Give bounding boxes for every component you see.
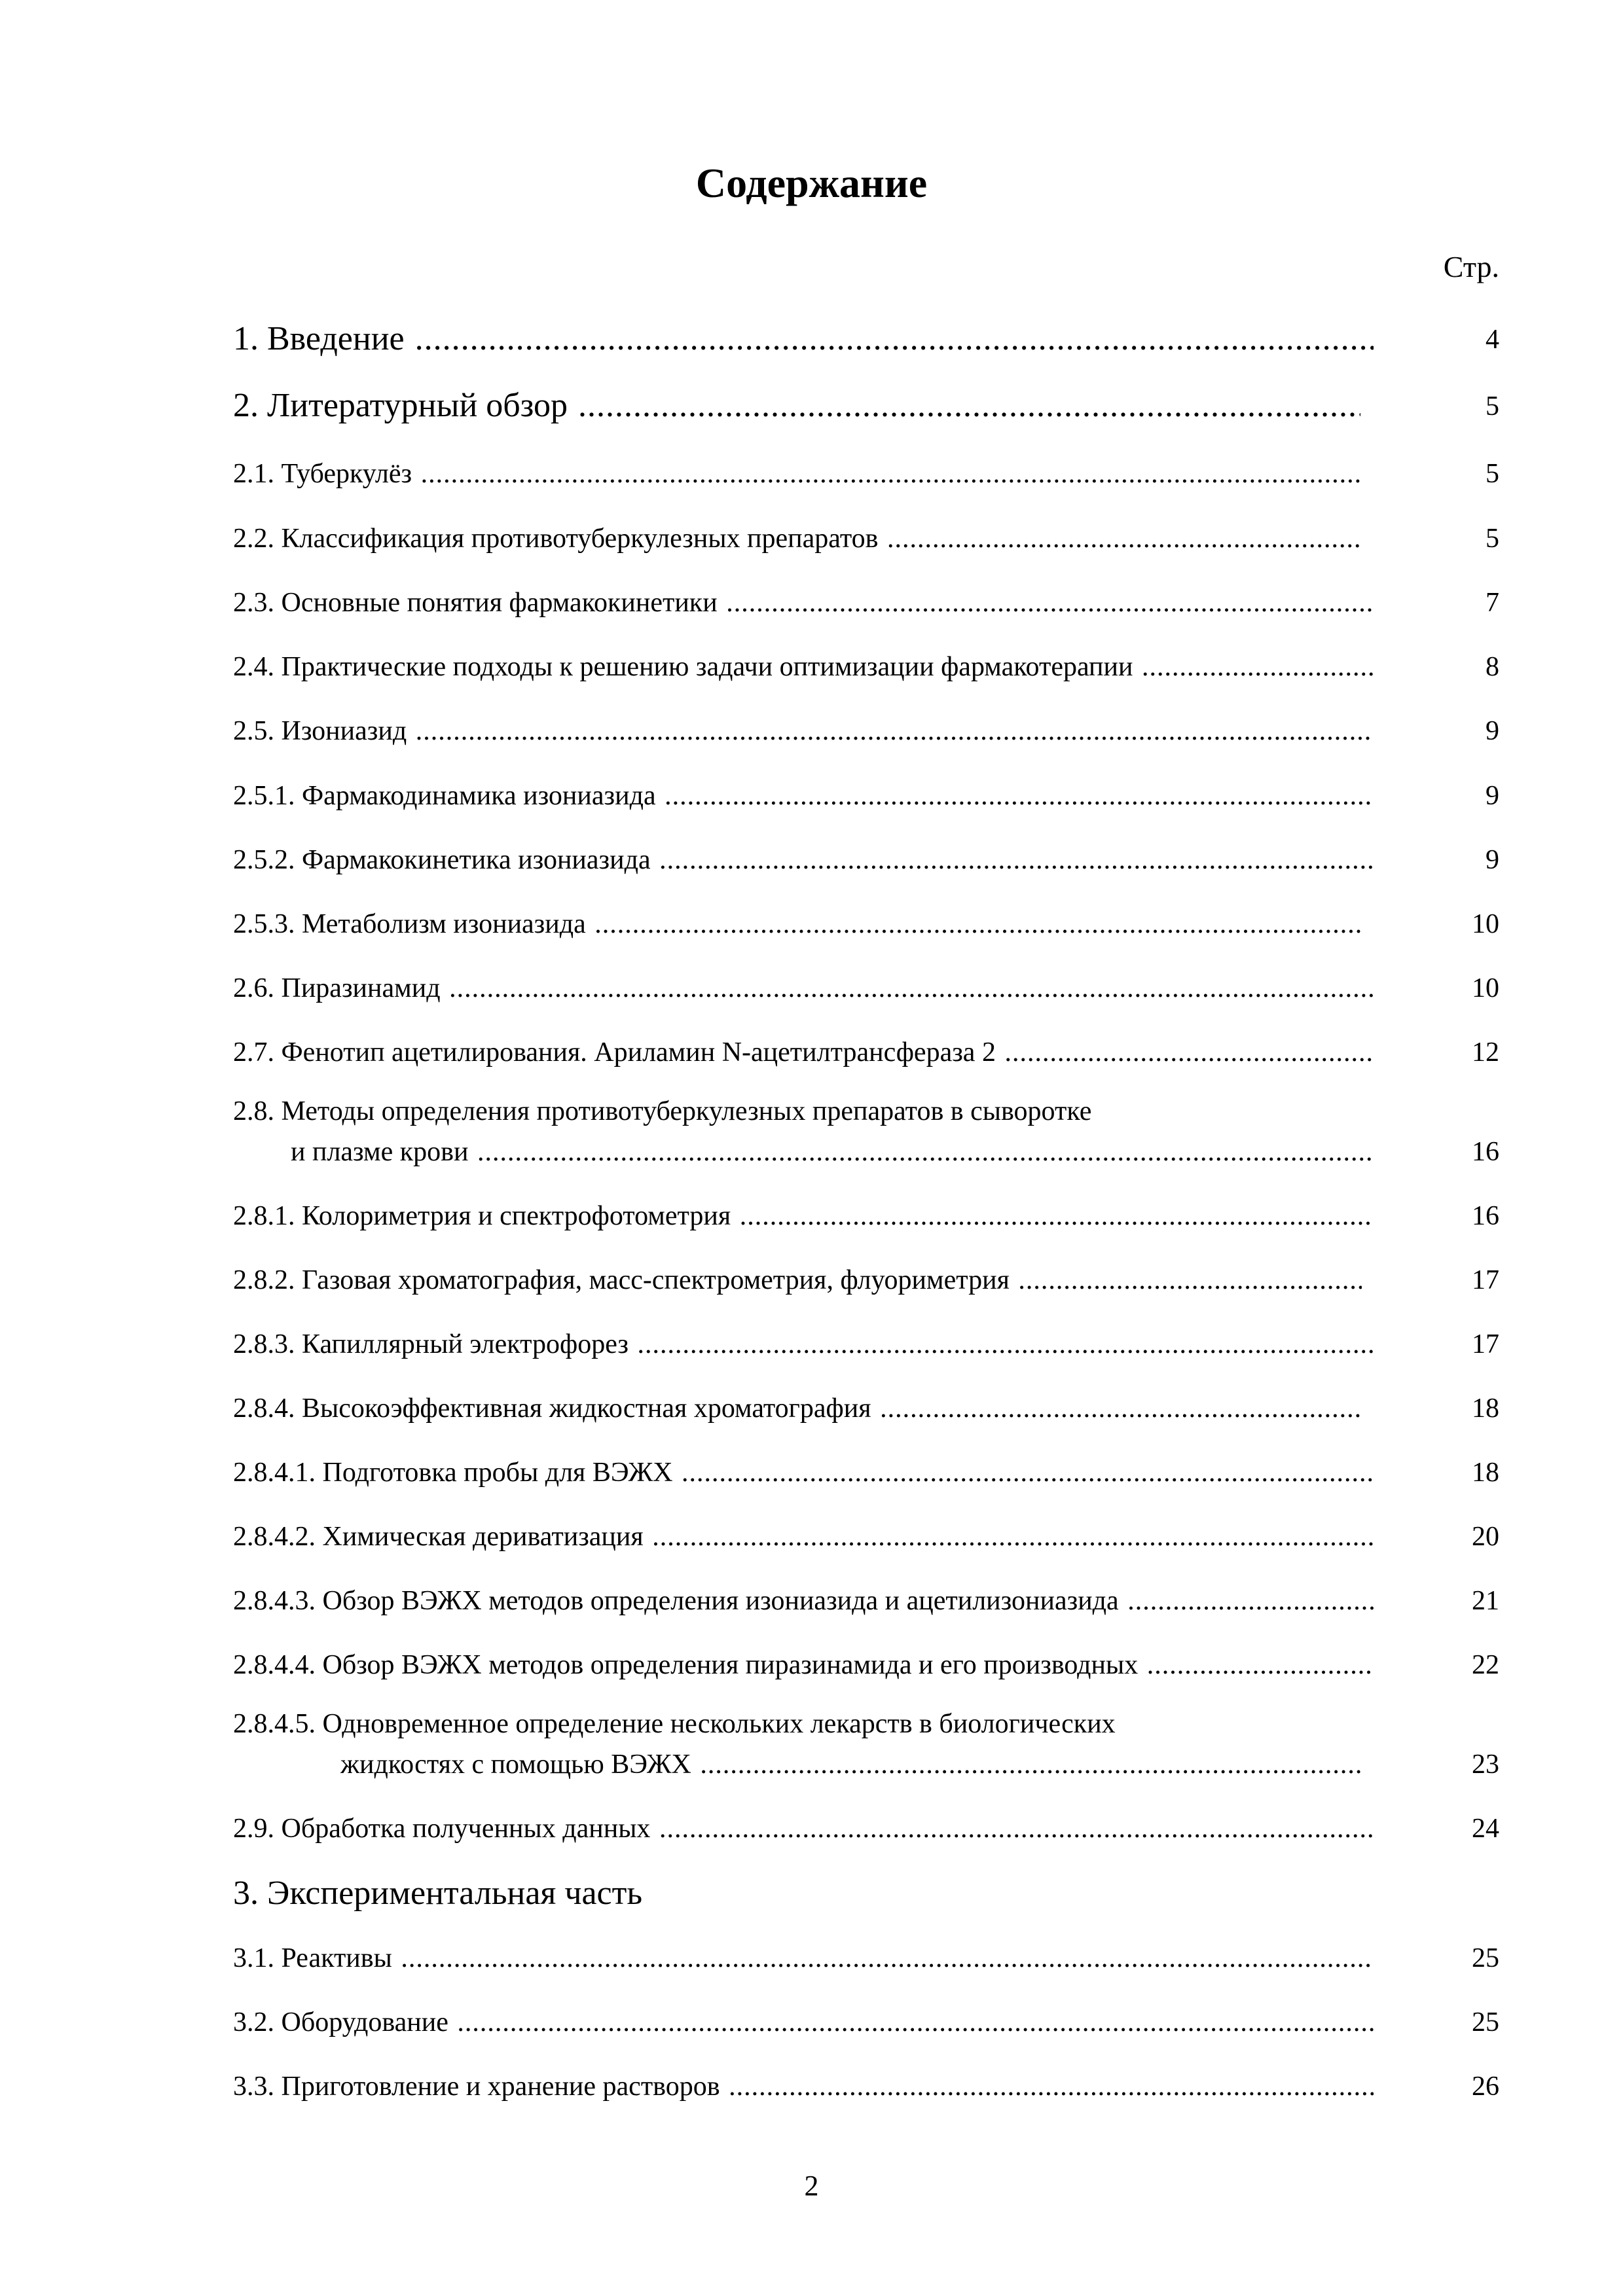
- toc-entry-title: 2.8.1. Колориметрия и спектрофотометрия: [233, 1201, 731, 1231]
- toc-entry-title: 2.4. Практические подходы к решению задачи оптимизации фармакотерапии: [233, 652, 1133, 682]
- toc-entry-page: 9: [1486, 781, 1499, 811]
- toc-entry-title: 2.8. Методы определения противотуберкулезных препаратов в сыворотке: [233, 1096, 1092, 1126]
- toc-entry-title: 2. Литературный обзор: [233, 387, 568, 424]
- toc-entry-page: 5: [1486, 391, 1499, 422]
- toc-entry-title: 2.9. Обработка полученных данных: [233, 1814, 651, 1844]
- toc-entry-page: 10: [1472, 973, 1499, 1003]
- toc-entry-title: 2.8.4.4. Обзор ВЭЖХ методов определения пиразинамида и его производных: [233, 1650, 1139, 1680]
- toc-entry-page: 12: [1472, 1037, 1499, 1067]
- toc-entry-page: 7: [1486, 588, 1499, 618]
- toc-entry-title-continuation: и плазме крови: [291, 1137, 469, 1167]
- page-number: 2: [804, 2170, 819, 2202]
- toc-entry-page: 18: [1472, 1393, 1499, 1424]
- toc-entry-title: 2.8.4.3. Обзор ВЭЖХ методов определения изониазида и ацетилизониазида: [233, 1586, 1119, 1616]
- toc-entry-title: 2.8.4.2. Химическая дериватизация: [233, 1522, 644, 1552]
- toc-entry-title-continuation: жидкостях с помощью ВЭЖХ: [340, 1749, 691, 1780]
- toc-entry-page: 5: [1486, 459, 1499, 489]
- toc-entry-title: 2.5. Изониазид: [233, 716, 407, 746]
- toc-entry-title: 2.8.4. Высокоэффективная жидкостная хроматография: [233, 1393, 871, 1424]
- toc-entry-title: 2.2. Классификация противотуберкулезных препаратов: [233, 524, 879, 554]
- toc-entry-title: 2.1. Туберкулёз: [233, 459, 412, 489]
- toc-entry-title: 2.5.2. Фармакокинетика изониазида: [233, 845, 651, 875]
- toc-entry-title: 3.2. Оборудование: [233, 2007, 448, 2037]
- toc-entry-page: 9: [1486, 845, 1499, 875]
- toc-entry-title: 1. Введение: [233, 320, 405, 357]
- toc-entry-title: 2.6. Пиразинамид: [233, 973, 441, 1003]
- toc-entry-page: 26: [1472, 2072, 1499, 2102]
- toc-entry-page: 18: [1472, 1458, 1499, 1488]
- toc-entry-title: 3.3. Приготовление и хранение растворов: [233, 2072, 720, 2102]
- toc-entry-page: 16: [1472, 1201, 1499, 1231]
- toc-entry-page: 25: [1472, 1943, 1499, 1973]
- toc-entry-page: 22: [1472, 1650, 1499, 1680]
- toc-entry-page: 21: [1472, 1586, 1499, 1616]
- toc-entry-title: 2.5.3. Метаболизм изониазида: [233, 909, 586, 939]
- toc-entry-title: 2.7. Фенотип ацетилирования. Ариламин N-ацетилтрансфераза 2: [233, 1037, 996, 1067]
- toc-entry-title: 2.8.4.5. Одновременное определение нескольких лекарств в биологических: [233, 1709, 1116, 1739]
- toc-entry-page: 8: [1486, 652, 1499, 682]
- toc-entry-page: 16: [1472, 1137, 1499, 1167]
- toc-entry-title: 2.3. Основные понятия фармакокинетики: [233, 588, 718, 618]
- toc-entry-title: 2.5.1. Фармакодинамика изониазида: [233, 781, 656, 811]
- toc-entry-page: 17: [1472, 1265, 1499, 1295]
- toc-entry-page: 5: [1486, 524, 1499, 554]
- toc-entry-page: 20: [1472, 1522, 1499, 1552]
- toc-entry-page: 9: [1486, 716, 1499, 746]
- toc-entry-title: 2.8.3. Капиллярный электрофорез: [233, 1329, 629, 1359]
- toc-entry-page: 17: [1472, 1329, 1499, 1359]
- toc-entry-title: 3. Экспериментальная часть: [233, 1874, 643, 1912]
- toc-entry-page: 24: [1472, 1814, 1499, 1844]
- toc-entry-title: 2.8.2. Газовая хроматография, масс-спектрометрия, флуориметрия: [233, 1265, 1010, 1295]
- toc-entry-title: 3.1. Реактивы: [233, 1943, 392, 1973]
- toc-entry-page: 4: [1486, 325, 1499, 355]
- toc-entry-page: 10: [1472, 909, 1499, 939]
- toc-entry-title: 2.8.4.1. Подготовка пробы для ВЭЖХ: [233, 1458, 673, 1488]
- page-column-header: Стр.: [1443, 250, 1499, 283]
- toc-entry-page: 25: [1472, 2007, 1499, 2037]
- page-title: Содержание: [695, 160, 928, 206]
- toc-entry-page: 23: [1472, 1749, 1499, 1780]
